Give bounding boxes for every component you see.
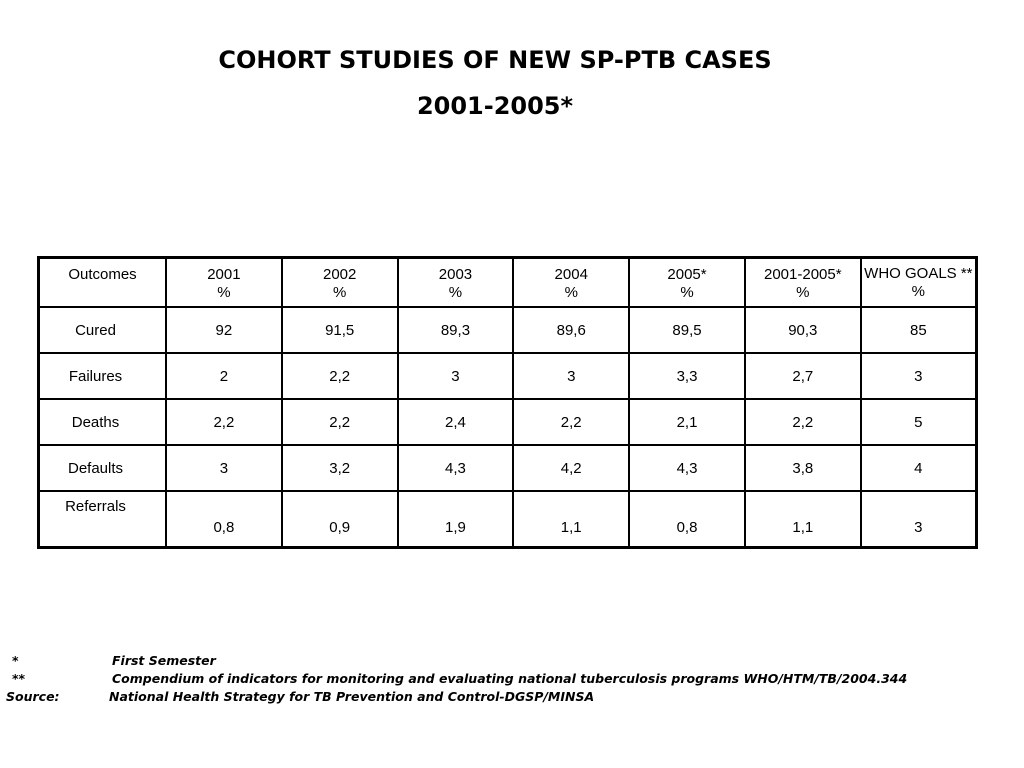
table-header-row — [39, 258, 977, 308]
header-year: 2001-2005* — [764, 266, 842, 283]
table-cell: 4,3 — [629, 445, 745, 491]
table-cell: 0,8 — [166, 491, 282, 548]
table-cell: 1,9 — [398, 491, 514, 548]
header-year: 2003 — [438, 266, 473, 283]
header-who-goals — [861, 258, 977, 308]
table-cell: 3,8 — [745, 445, 861, 491]
header-year: 2002 — [322, 266, 357, 283]
table-cell: 4,3 — [398, 445, 514, 491]
table-cell: 85 — [861, 307, 977, 353]
page-title: COHORT STUDIES OF NEW SP-PTB CASES — [218, 46, 772, 74]
table-cell: 89,3 — [398, 307, 514, 353]
table-cell: 2,2 — [282, 399, 398, 445]
row-label: Defaults — [39, 445, 167, 491]
table-cell: 92 — [166, 307, 282, 353]
table-cell: 2,2 — [513, 399, 629, 445]
header-unit: % — [448, 284, 463, 301]
table-cell: 4 — [861, 445, 977, 491]
header-year: 2001 — [207, 266, 241, 283]
table-cell: 89,6 — [513, 307, 629, 353]
header-col-2002 — [282, 258, 398, 308]
table-cell: 1,1 — [513, 491, 629, 548]
table-cell: 2,4 — [398, 399, 514, 445]
table-cell: 2,2 — [282, 353, 398, 399]
header-col-2003 — [398, 258, 514, 308]
table-cell: 91,5 — [282, 307, 398, 353]
header-unit: % — [217, 284, 231, 301]
header-col-2004 — [513, 258, 629, 308]
table-cell: 3 — [861, 353, 977, 399]
table-cell: 2,2 — [745, 399, 861, 445]
table-row-defaults — [39, 445, 977, 491]
table-cell: 3 — [513, 353, 629, 399]
row-label: Failures — [39, 353, 167, 399]
header-who-label: WHO GOALS ** — [864, 264, 973, 282]
footnote-mark: * — [12, 653, 19, 668]
table-cell: 1,1 — [745, 491, 861, 548]
table-cell: 3,2 — [282, 445, 398, 491]
table-cell: 3,3 — [629, 353, 745, 399]
header-unit: % — [911, 282, 926, 300]
table-cell: 5 — [861, 399, 977, 445]
footnote-text: First Semester — [112, 653, 216, 668]
table-row-deaths — [39, 399, 977, 445]
header-col-2001-2005 — [745, 258, 861, 308]
table-row-referrals — [39, 491, 977, 548]
table-cell: 2,2 — [166, 399, 282, 445]
header-unit: % — [680, 284, 694, 301]
page-subtitle: 2001-2005* — [416, 92, 574, 120]
source-label: Source: — [6, 689, 60, 704]
source-text: National Health Strategy for TB Prevention and Control-DGSP/MINSA — [109, 689, 595, 704]
table-cell: 0,8 — [629, 491, 745, 548]
cohort-table — [37, 256, 978, 549]
table-row-cured — [39, 307, 977, 353]
header-year: 2005* — [667, 266, 707, 283]
table-cell: 3 — [398, 353, 514, 399]
header-col-2005 — [629, 258, 745, 308]
row-label: Referrals — [39, 491, 167, 548]
header-outcomes: Outcomes — [39, 258, 167, 308]
header-col-2001 — [166, 258, 282, 308]
table-cell: 4,2 — [513, 445, 629, 491]
table-cell: 3 — [861, 491, 977, 548]
table-cell: 90,3 — [745, 307, 861, 353]
header-unit: % — [564, 284, 578, 301]
table-cell: 2 — [166, 353, 282, 399]
row-label: Cured — [39, 307, 167, 353]
table-cell: 0,9 — [282, 491, 398, 548]
table-cell: 2,7 — [745, 353, 861, 399]
table-cell: 3 — [166, 445, 282, 491]
footnote-mark: ** — [12, 671, 26, 686]
header-unit: % — [333, 284, 347, 301]
table-row-failures — [39, 353, 977, 399]
header-year: 2004 — [554, 266, 588, 283]
footnote-text: Compendium of indicators for monitoring and evaluating national tuberculosis programs WHO/HTM/TB/2004.344 — [112, 671, 908, 686]
row-label: Deaths — [39, 399, 167, 445]
table-cell: 89,5 — [629, 307, 745, 353]
table-cell: 2,1 — [629, 399, 745, 445]
header-unit: % — [796, 284, 810, 301]
